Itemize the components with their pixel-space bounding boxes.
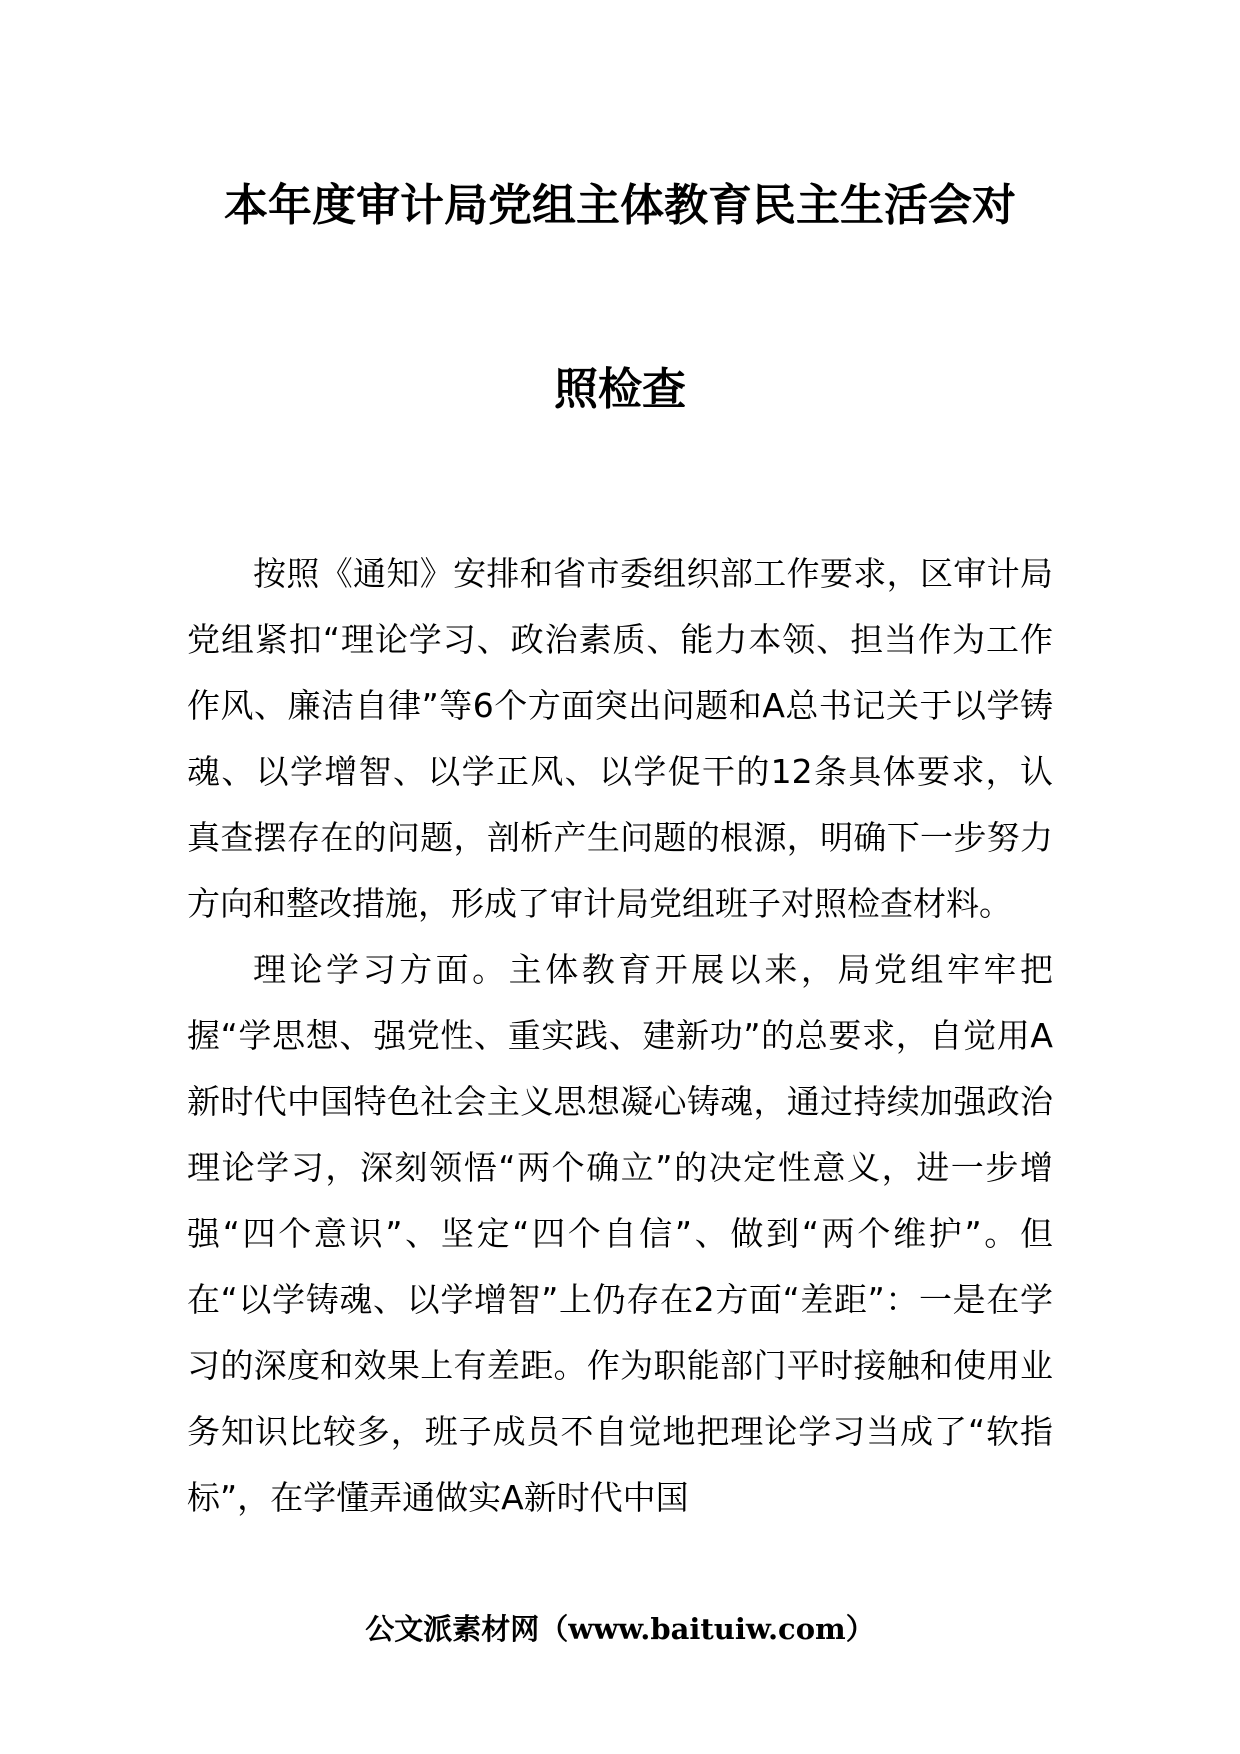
document-body xyxy=(187,541,1053,1531)
paragraph-theory-study: 理论学习方面。主体教育开展以来，局党组牢牢把握“学思想、强党性、重实践、建新功”的总要求，自觉用A新时代中国特色社会主义思想凝心铸魂，通过持续加强政治理论学习，深刻领悟“两个确立”的决定性意义，进一步增强“四个意识”、坚定“四个自信”、做到“两个维护”。但在“以学铸魂、以学增智”上仍存在2方面“差距”：一是在学习的深度和效果上有差距。作为职能部门平时接触和使用业务知识比较多，班子成员不自觉地把理论学习当成了“软指标”，在学懂弄通做实A新时代中国 xyxy=(187,950,1053,1517)
document-title-line-1: 本年度审计局党组主体教育民主生活会对 xyxy=(224,180,1016,231)
paragraph-intro: 按照《通知》安排和省市委组织部工作要求，区审计局党组紧扣“理论学习、政治素质、能力本领、担当作为工作作风、廉洁自律”等6个方面突出问题和A总书记关于以学铸魂、以学增智、以学正风、以学促干的12条具体要求，认真查摆存在的问题，剖析产生问题的根源，明确下一步努力方向和整改措施，形成了审计局党组班子对照检查材料。 xyxy=(187,554,1053,923)
page-footer: 公文派素材网（www.baituiw.com） xyxy=(365,1612,875,1646)
document-title-line-2: 照检查 xyxy=(554,364,686,415)
